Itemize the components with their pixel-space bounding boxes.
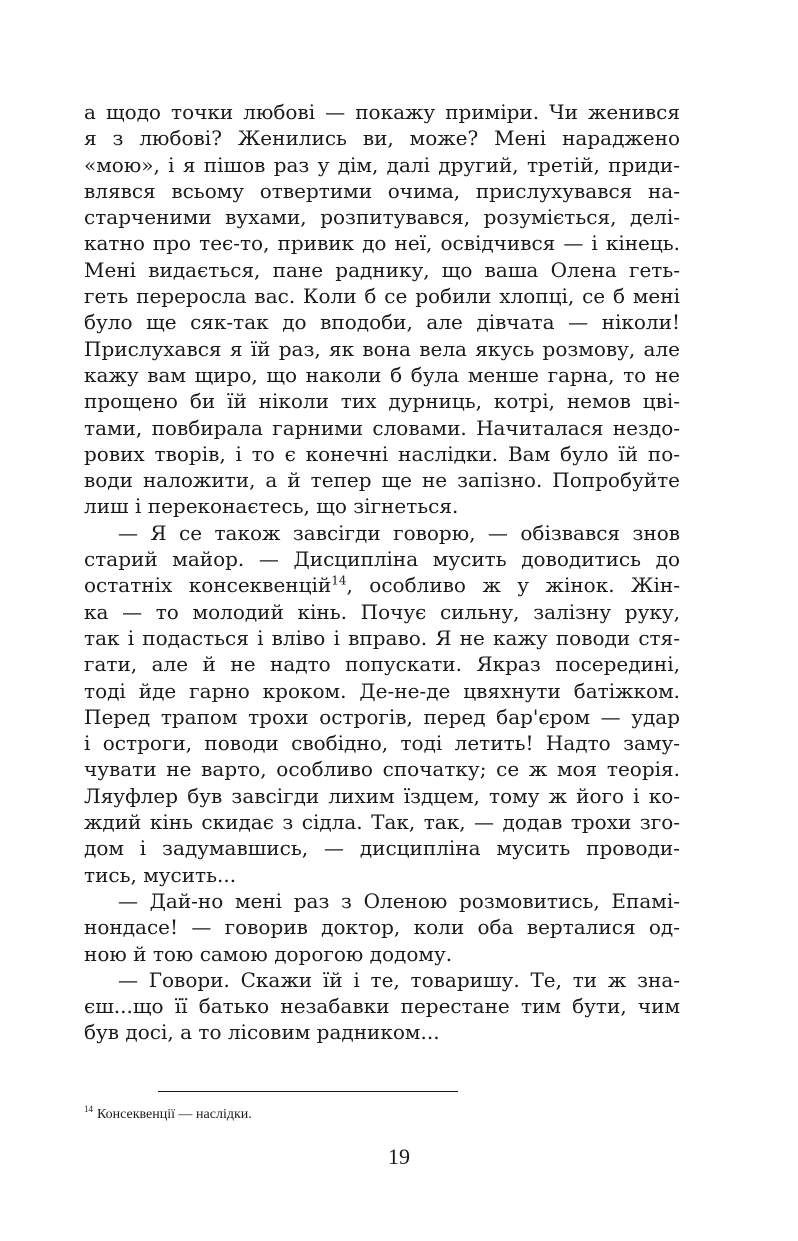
text-line: Мені видається, пане раднику, що ваша Олена геть- xyxy=(84,257,680,282)
text-line: Перед трапом трохи острогів, перед бар'єром — удар xyxy=(84,704,680,729)
footnote-mark: 14 xyxy=(84,1104,93,1115)
text-line: геть переросла вас. Коли б се робили хлопці, се б мені xyxy=(84,284,680,309)
text-line: прощено би їй ніколи тих дурниць, котрі, немов цві- xyxy=(84,389,680,414)
text-line: було ще сяк-так до вподоби, але дівчата — ніколи! xyxy=(84,310,680,335)
text-line: єш...що її батько незабавки перестане тим бути, чим xyxy=(84,994,680,1019)
text-line: ка — то молодий кінь. Почує сильну, залізну руку, xyxy=(84,599,680,624)
text-line: тоді йде гарно кроком. Де-не-де цвяхнути батіжком. xyxy=(84,678,680,703)
text-line: Прислухався я їй раз, як вона вела якусь розмову, але xyxy=(84,336,680,361)
text-line: старченими вухами, розпитувався, розуміється, делі- xyxy=(84,205,680,230)
text-line: рових творів, і то є конечні наслідки. Вам було їй по- xyxy=(84,441,680,466)
text-line: води наложити, а й тепер ще не запізно. Попробуйте xyxy=(84,468,680,493)
text-line: був досі, а то лісовим радником... xyxy=(84,1020,440,1045)
footnote-reference: 14 xyxy=(331,573,347,588)
text-line: тами, повбирала гарними словами. Начиталася нездо- xyxy=(84,415,680,440)
footnote-divider xyxy=(158,1091,458,1092)
text-line: катно про теє-то, привик до неї, освідчився — і кінець. xyxy=(84,231,680,256)
text-line: тись, мусить... xyxy=(84,862,237,887)
text-line: — Дай-но мені раз з Оленою розмовитись, Епамі- xyxy=(118,888,680,913)
text-line: Ляуфлер був завсігди лихим їздцем, тому ж його і ко- xyxy=(84,783,680,808)
footnote xyxy=(84,1106,684,1124)
text-line: нондасе! — говорив доктор, коли оба верталися од- xyxy=(84,915,680,940)
text-line: «мою», і я пішов раз у дім, далі другий, третій, приди- xyxy=(84,152,680,177)
text-line: дом і задумавшись, — дисципліна мусить проводи- xyxy=(84,836,680,861)
body-text xyxy=(84,99,680,1046)
text-line: так і подасться і вліво і вправо. Я не кажу поводи стя- xyxy=(84,625,680,650)
text-line: лиш і переконаєтесь, що зігнеться. xyxy=(84,494,459,519)
text-line: чувати не варто, особливо спочатку; се ж моя теорія. xyxy=(84,757,680,782)
text-segment: , особливо ж у жінок. Жін- xyxy=(346,573,680,598)
text-line: — Я се також завсігди говорю, — обізвався знов xyxy=(118,520,680,545)
text-line: і остроги, поводи свобідно, тоді летить! Надто заму- xyxy=(84,731,680,756)
text-line: а щодо точки любові — покажу приміри. Чи женився xyxy=(84,100,680,124)
text-line: старий майор. — Дисципліна мусить доводитись до xyxy=(84,547,680,572)
text-line: ждий кінь скидає з сідла. Так, так, — додав трохи зго- xyxy=(84,810,680,835)
text-line: гати, але й не надто попускати. Якраз посередині, xyxy=(84,652,680,677)
footnote-text: Консеквенції — наслідки. xyxy=(97,1107,252,1122)
text-segment: остатніх консеквенцій xyxy=(84,573,332,598)
text-line: ною й тою самою дорогою додому. xyxy=(84,941,453,966)
text-line: кажу вам щиро, що наколи б була менше гарна, то не xyxy=(84,362,680,387)
text-line: влявся всьому отвертими очима, прислухувався на- xyxy=(84,178,680,203)
text-line-with-footnote xyxy=(84,572,680,598)
text-line: я з любові? Женились ви, може? Мені нараджено xyxy=(84,126,680,151)
text-line: — Говори. Скажи їй і те, товаришу. Те, ти ж зна- xyxy=(118,967,680,992)
page-number: 19 xyxy=(388,1144,410,1169)
